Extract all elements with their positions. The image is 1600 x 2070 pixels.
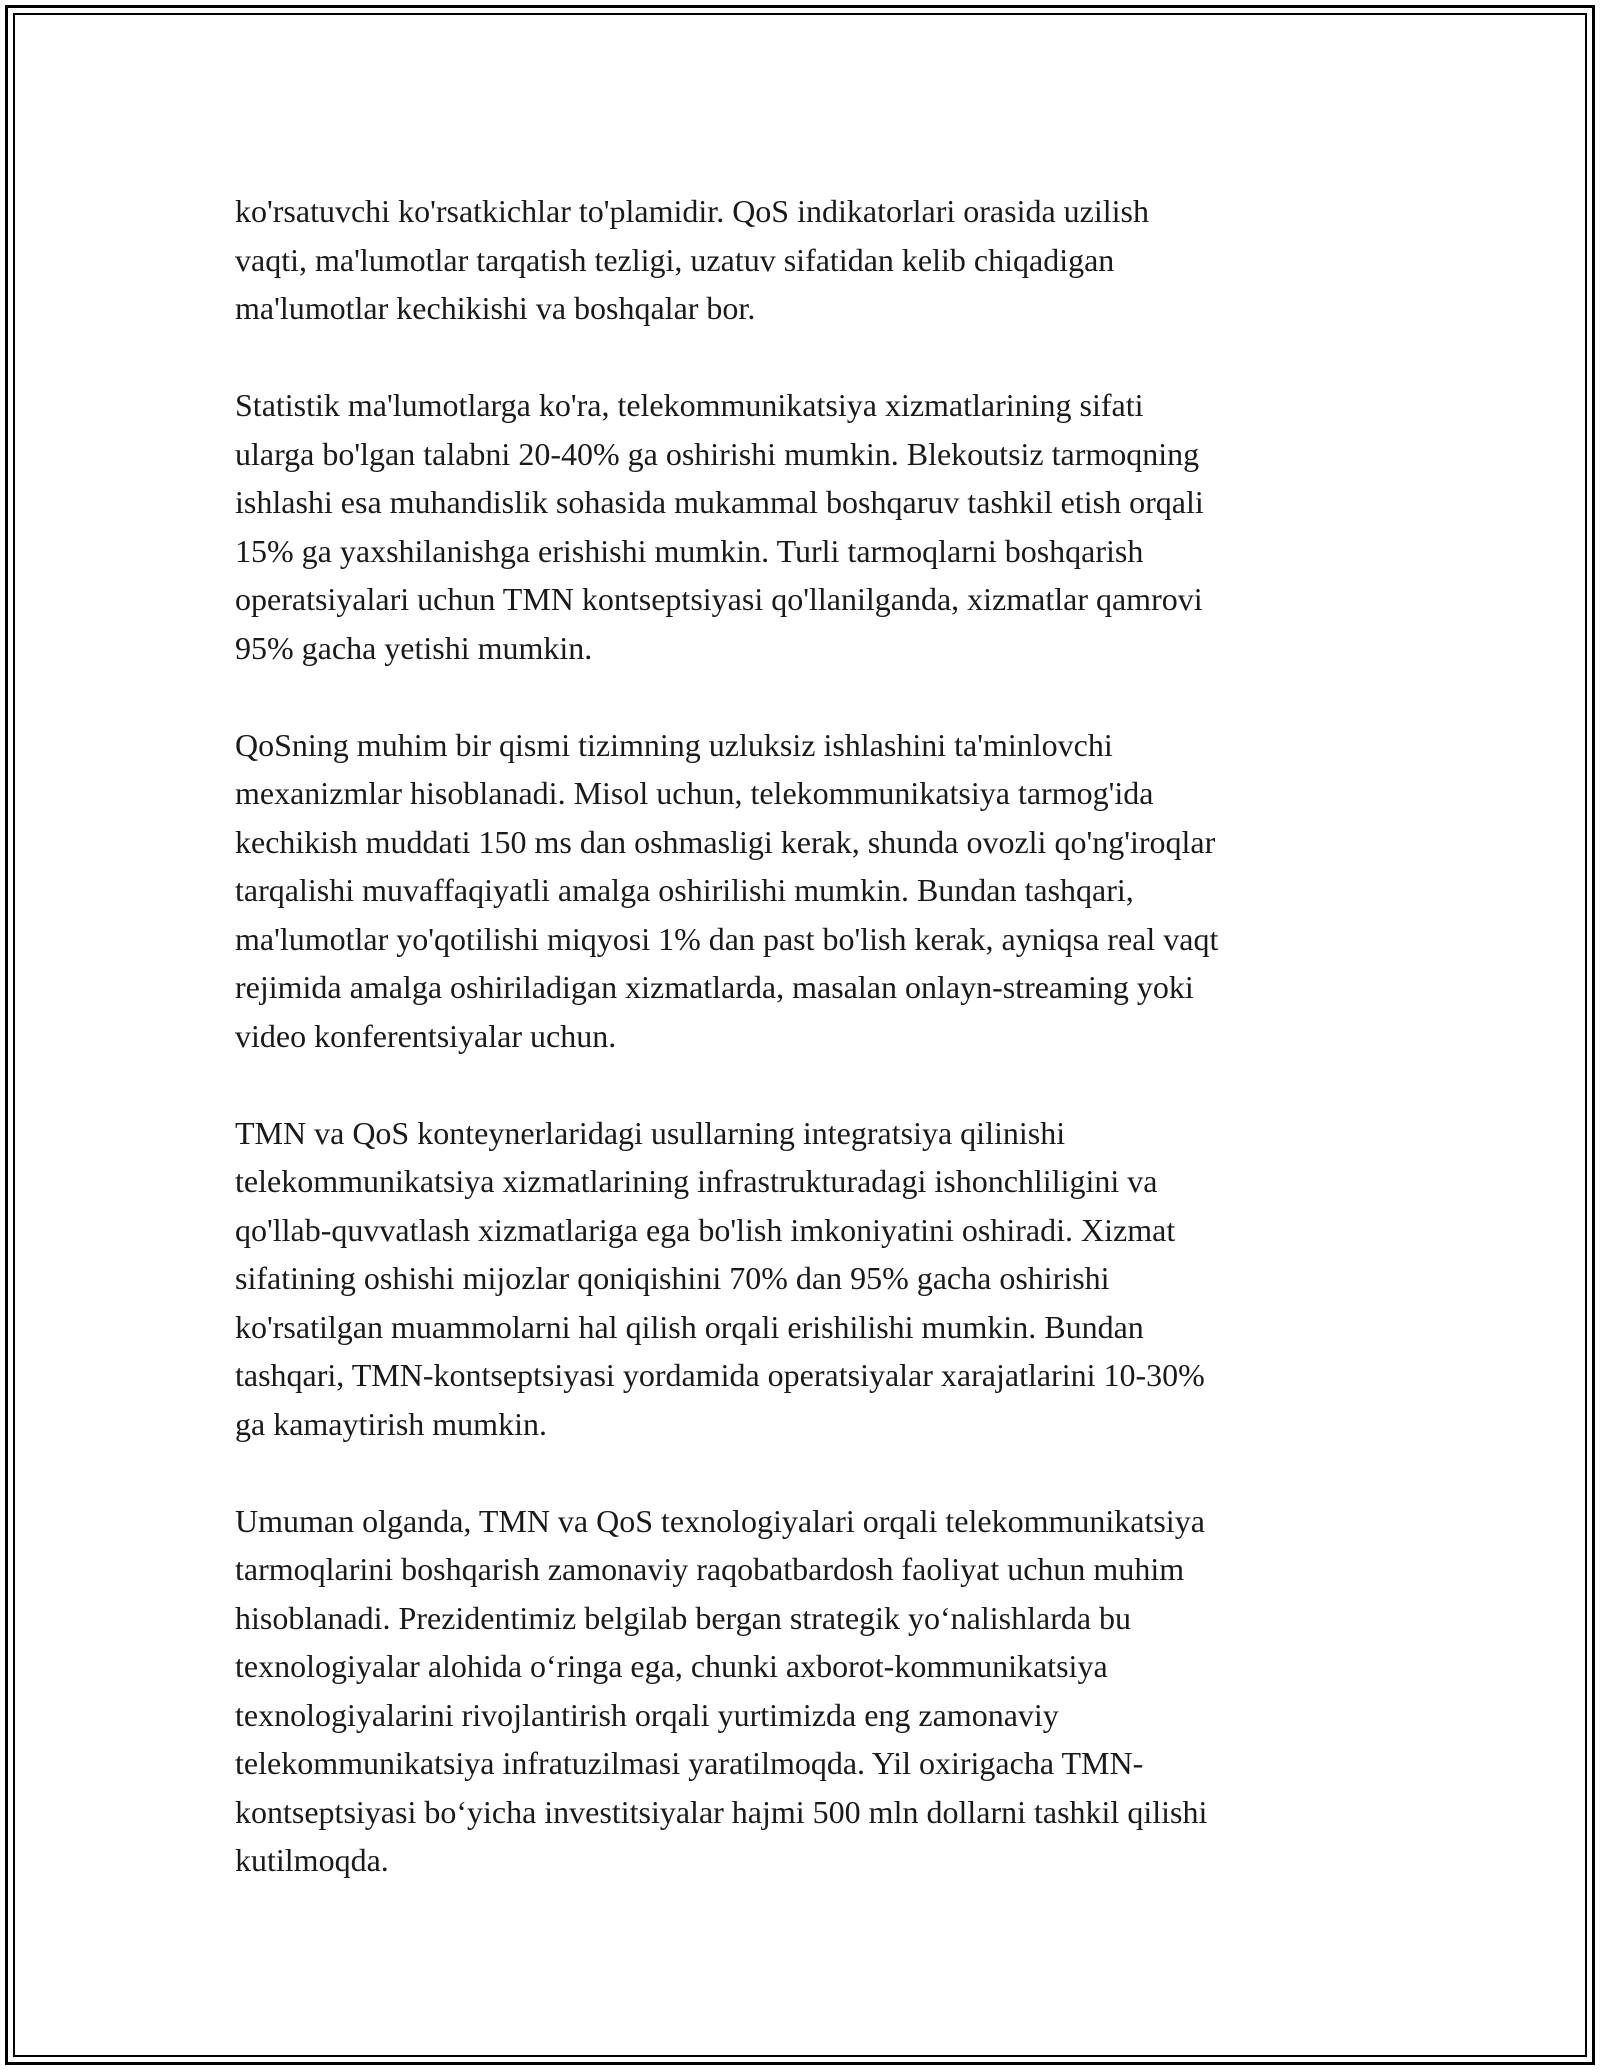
text-line: qo'llab-quvvatlash xizmatlariga ega bo'lish imkoniyatini oshiradi. Xizmat xyxy=(235,1211,1176,1248)
text-line: tarqalishi muvaffaqiyatli amalga oshirilishi mumkin. Bundan tashqari, xyxy=(235,872,1134,908)
text-line: telekommunikatsiya infratuzilmasi yaratilmoqda. Yil oxirigacha TMN- xyxy=(235,1745,1144,1781)
text-line: Statistik ma'lumotlarga ko'ra, telekommunikatsiya xizmatlarining sifati xyxy=(235,387,1144,423)
paragraph-4 xyxy=(235,1109,1375,1449)
text-line: 15% ga yaxshilanishga erishishi mumkin. Turli tarmoqlarni boshqarish xyxy=(235,532,1144,569)
text-line: ko'rsatuvchi ko'rsatkichlar to'plamidir. QoS indikatorlari orasida uzilish xyxy=(235,193,1149,229)
text-line: kontseptsiyasi bo‘yicha investitsiyalar hajmi 500 mln dollarni tashkil qilishi xyxy=(235,1793,1208,1830)
text-line: ko'rsatilgan muammolarni hal qilish orqali erishilishi mumkin. Bundan xyxy=(235,1308,1144,1345)
text-line: telekommunikatsiya xizmatlarining infrastrukturadagi ishonchliligini va xyxy=(235,1163,1158,1199)
text-line: ishlashi esa muhandislik sohasida mukammal boshqaruv tashkil etish orqali xyxy=(235,484,1204,520)
paragraph-3 xyxy=(235,721,1375,1061)
text-line: texnologiyalarini rivojlantirish orqali yurtimizda eng zamonaviy xyxy=(235,1696,1059,1733)
text-line: hisoblanadi. Prezidentimiz belgilab bergan strategik yo‘nalishlarda bu xyxy=(235,1599,1132,1636)
text-line: video konferentsiyalar uchun. xyxy=(235,1017,617,1054)
text-line: vaqti, ma'lumotlar tarqatish tezligi, uzatuv sifatidan kelib chiqadigan xyxy=(235,241,1115,278)
text-line: QoSning muhim bir qismi tizimning uzluksiz ishlashini ta'minlovchi xyxy=(235,726,1113,763)
text-line: kutilmoqda. xyxy=(235,1842,389,1878)
text-line: operatsiyalari uchun TMN kontseptsiyasi qo'llanilganda, xizmatlar qamrovi xyxy=(235,581,1203,617)
text-line: 95% gacha yetishi mumkin. xyxy=(235,629,593,666)
paragraph-2 xyxy=(235,381,1375,672)
text-line: sifatining oshishi mijozlar qoniqishini 70% dan 95% gacha oshirishi xyxy=(235,1260,1110,1296)
text-line: rejimida amalga oshiriladigan xizmatlarda, masalan onlayn-streaming yoki xyxy=(235,969,1194,1005)
text-line: mexanizmlar hisoblanadi. Misol uchun, telekommunikatsiya tarmog'ida xyxy=(235,775,1154,811)
paragraph-1 xyxy=(235,187,1375,333)
text-line: ga kamaytirish mumkin. xyxy=(235,1405,547,1442)
text-line: Umuman olganda, TMN va QoS texnologiyalari orqali telekommunikatsiya xyxy=(235,1502,1205,1539)
text-line: texnologiyalar alohida o‘ringa ega, chunki axborot-kommunikatsiya xyxy=(235,1648,1108,1684)
text-line: ularga bo'lgan talabni 20-40% ga oshirishi mumkin. Blekoutsiz tarmoqning xyxy=(235,435,1200,472)
document-body xyxy=(235,187,1375,1933)
text-line: ma'lumotlar kechikishi va boshqalar bor. xyxy=(235,290,756,326)
text-line: tarmoqlarini boshqarish zamonaviy raqobatbardosh faoliyat uchun muhim xyxy=(235,1551,1185,1587)
text-line: kechikish muddati 150 ms dan oshmasligi kerak, shunda ovozli qo'ng'iroqlar xyxy=(235,823,1216,860)
paragraph-5 xyxy=(235,1497,1375,1885)
text-line: ma'lumotlar yo'qotilishi miqyosi 1% dan past bo'lish kerak, ayniqsa real vaqt xyxy=(235,920,1219,957)
text-line: TMN va QoS konteynerlaridagi usullarning integratsiya qilinishi xyxy=(235,1114,1066,1151)
text-line: tashqari, TMN-kontseptsiyasi yordamida operatsiyalar xarajatlarini 10-30% xyxy=(235,1357,1205,1393)
